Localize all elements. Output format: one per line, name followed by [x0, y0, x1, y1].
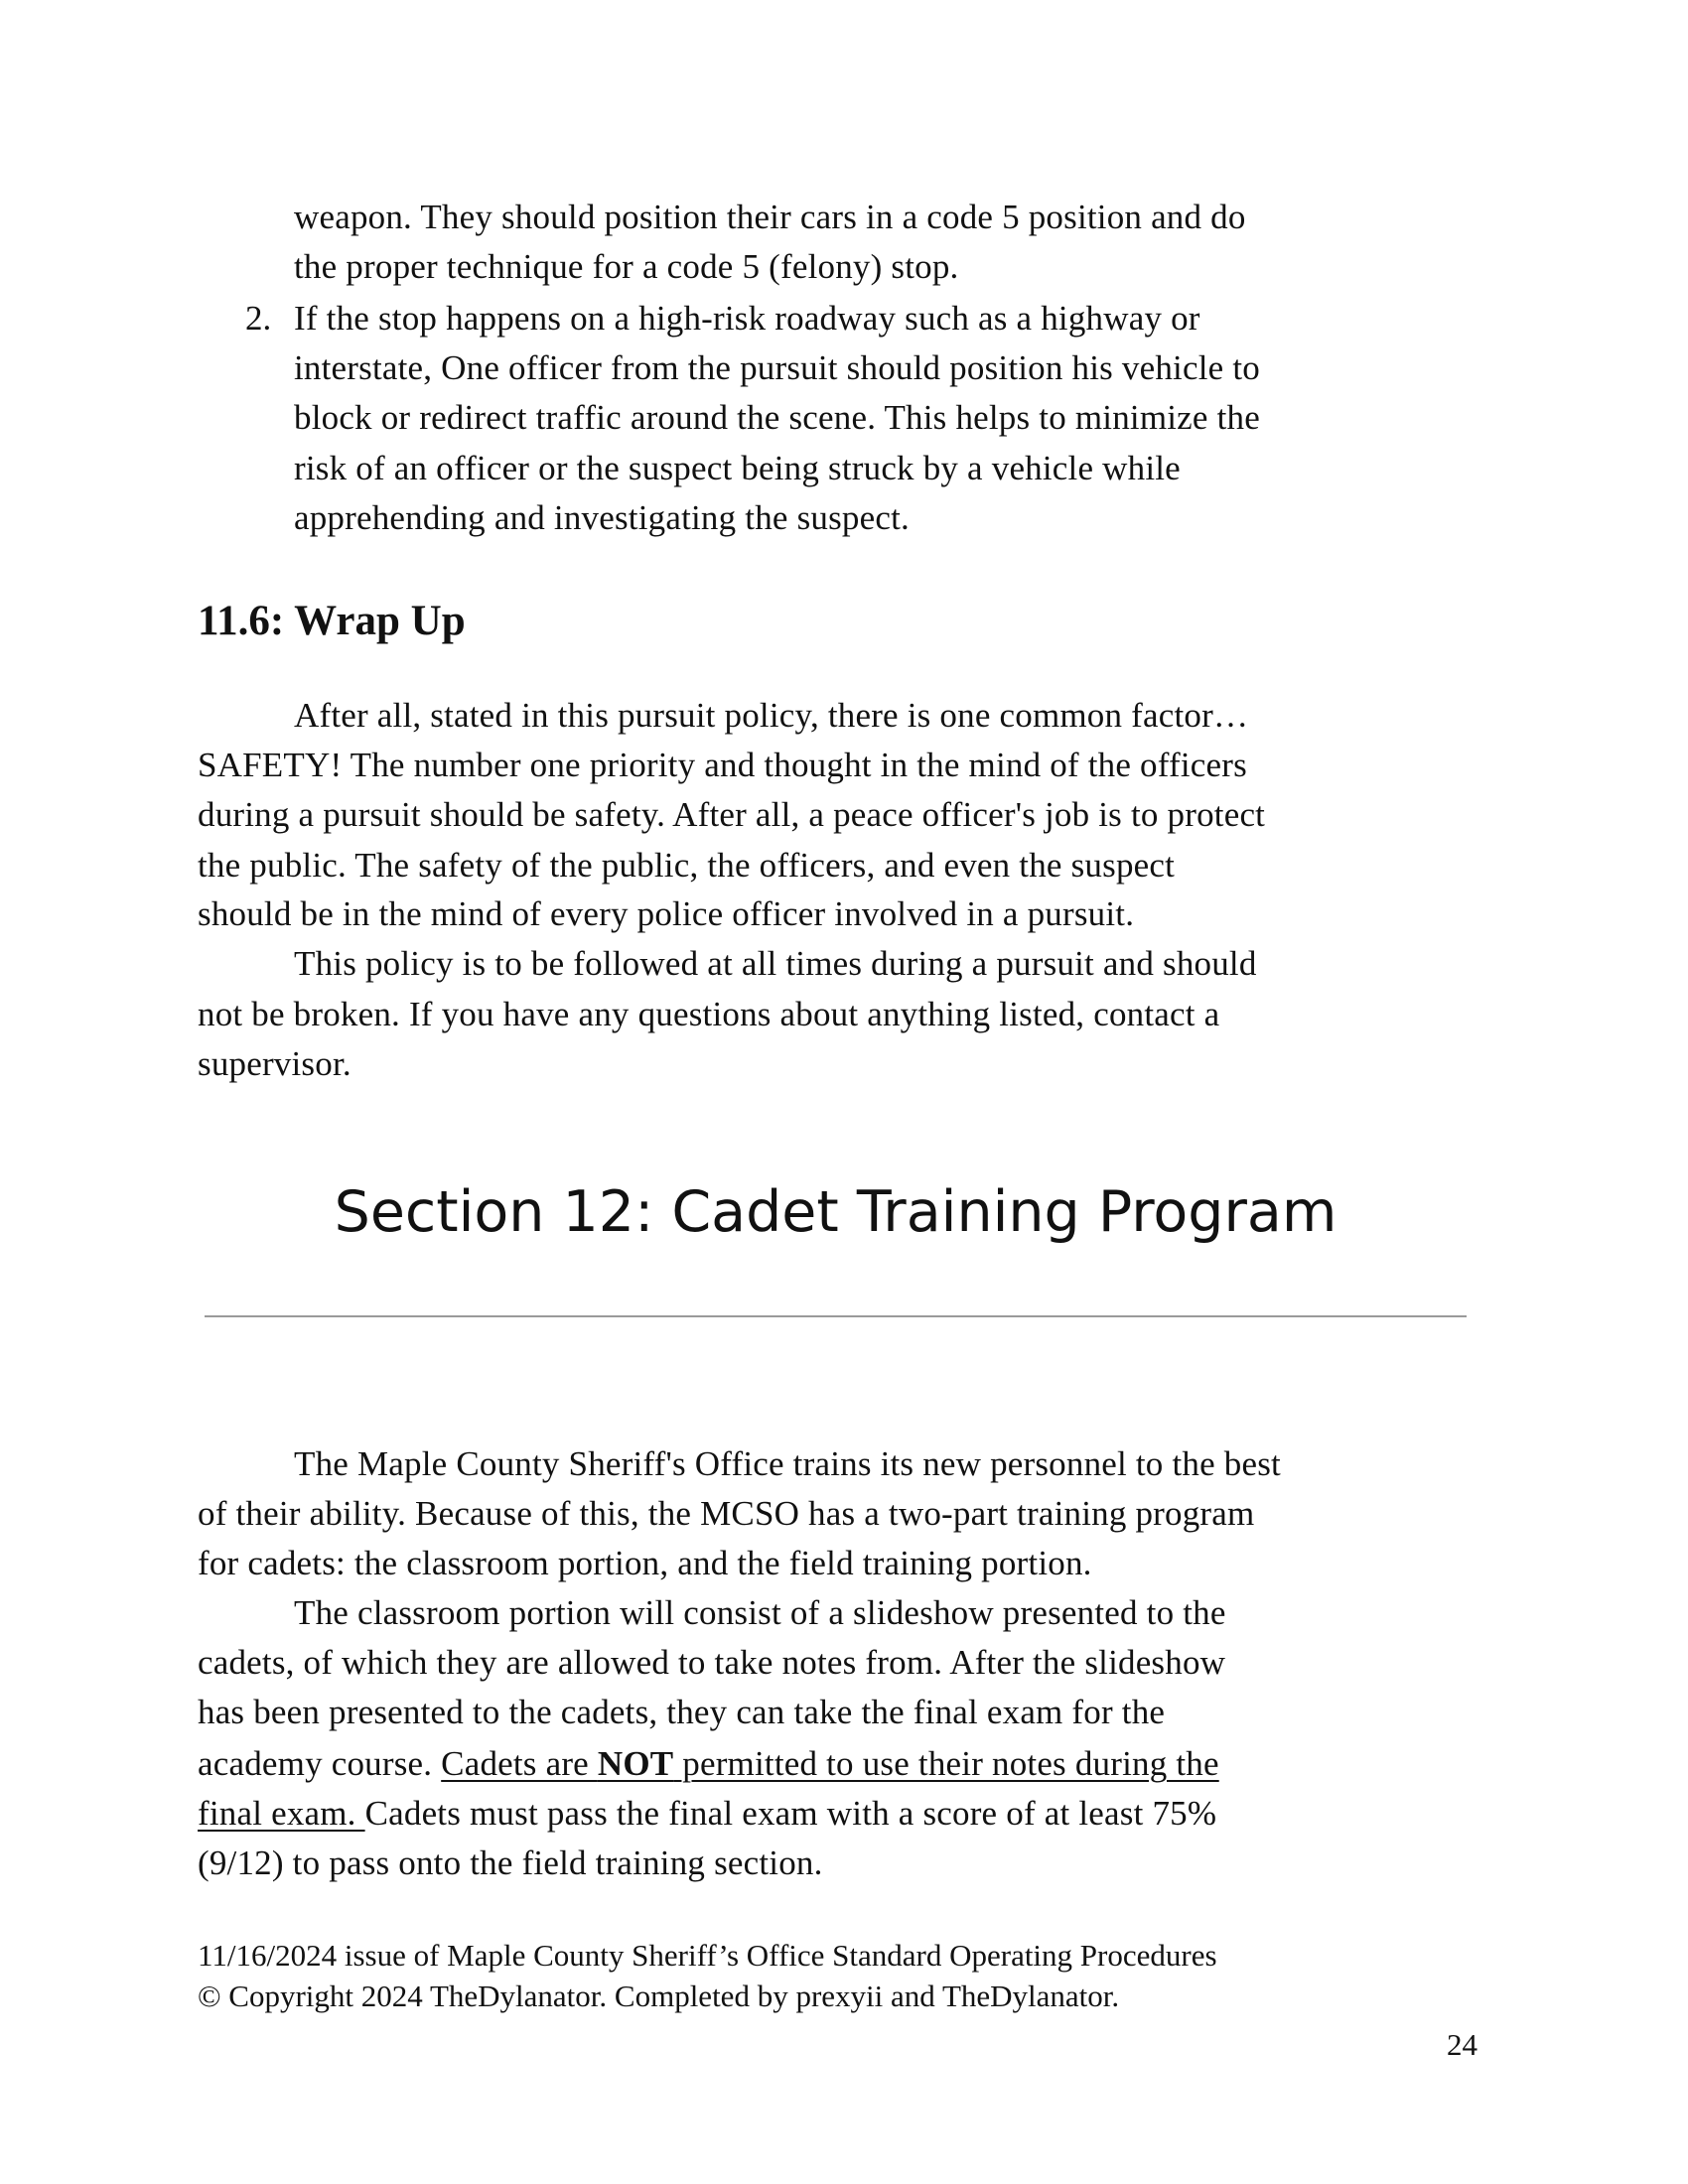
- text-line: SAFETY! The number one priority and thought in the mind of the officers: [198, 746, 1247, 784]
- text-line: should be in the mind of every police officer involved in a pursuit.: [198, 894, 1135, 933]
- text-line: [198, 1739, 1219, 1789]
- text-line: block or redirect traffic around the scene. This helps to minimize the: [294, 398, 1260, 437]
- text-line: The Maple County Sheriff's Office trains its new personnel to the best: [294, 1444, 1281, 1483]
- text-line: This policy is to be followed at all times during a pursuit and should: [294, 944, 1257, 983]
- underlined-text: final exam.: [198, 1794, 365, 1833]
- text-line: not be broken. If you have any questions about anything listed, contact a: [198, 995, 1220, 1033]
- footer-copyright: © Copyright 2024 TheDylanator. Completed by prexyii and TheDylanator.: [198, 1979, 1120, 2013]
- text-line: the public. The safety of the public, the officers, and even the suspect: [198, 846, 1176, 885]
- text-line: has been presented to the cadets, they can take the final exam for the: [198, 1693, 1166, 1731]
- text: Cadets are: [441, 1744, 598, 1783]
- text-line: weapon. They should position their cars in a code 5 position and do: [294, 198, 1246, 236]
- list-number: 2.: [245, 299, 272, 338]
- section-heading-wrap-up: 11.6: Wrap Up: [198, 598, 466, 644]
- text-line: [198, 1789, 1216, 1839]
- footer-issue: 11/16/2024 issue of Maple County Sheriff’s Office Standard Operating Procedures: [198, 1938, 1217, 1973]
- text-line: (9/12) to pass onto the field training section.: [198, 1843, 823, 1882]
- text-line: interstate, One officer from the pursuit should position his vehicle to: [294, 348, 1260, 387]
- divider: [205, 1315, 1467, 1317]
- text-line: apprehending and investigating the suspect.: [294, 498, 910, 537]
- text-line: cadets, of which they are allowed to take notes from. After the slideshow: [198, 1643, 1226, 1682]
- text-line: of their ability. Because of this, the MCSO has a two-part training program: [198, 1494, 1255, 1533]
- section-title: Section 12: Cadet Training Program: [334, 1179, 1337, 1245]
- page-number: 24: [1447, 2027, 1477, 2062]
- text-line: The classroom portion will consist of a slideshow presented to the: [294, 1593, 1226, 1632]
- text: academy course.: [198, 1744, 442, 1783]
- bold-text: NOT: [597, 1744, 674, 1783]
- text-line: during a pursuit should be safety. After all, a peace officer's job is to protect: [198, 795, 1266, 834]
- text-line: After all, stated in this pursuit policy, there is one common factor…: [294, 696, 1249, 735]
- text-line: supervisor.: [198, 1044, 352, 1083]
- underlined-text: [441, 1744, 1219, 1783]
- text-line: If the stop happens on a high-risk roadway such as a highway or: [294, 299, 1200, 338]
- text-line: risk of an officer or the suspect being struck by a vehicle while: [294, 449, 1181, 487]
- text: permitted to use their notes during the: [673, 1744, 1219, 1783]
- text: Cadets must pass the final exam with a score of at least 75%: [364, 1794, 1217, 1833]
- text-line: for cadets: the classroom portion, and the field training portion.: [198, 1544, 1092, 1582]
- text-line: the proper technique for a code 5 (felony) stop.: [294, 247, 959, 286]
